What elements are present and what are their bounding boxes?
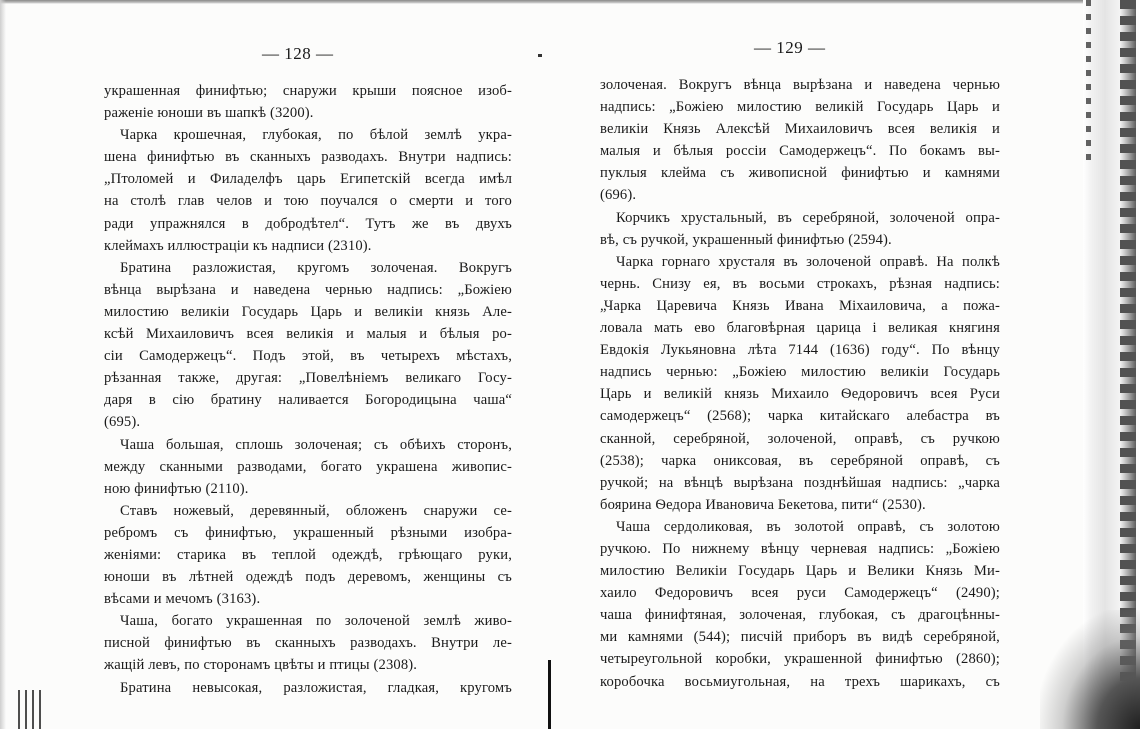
text-line: пуклыя клейма съ живописной финифтью и камнями [600, 165, 1000, 182]
text-line: ловала мать ево благовѣрная царица і великая княгиня [600, 320, 1000, 337]
text-line: рѣзанная также, другая: „Повелѣніемъ великаго Госу- [104, 370, 512, 387]
text-line: Братина разложистая, кругомъ золоченая. Вокругъ [120, 259, 512, 276]
text-line: ною финифтью (2110). [104, 480, 249, 497]
text-line: вѣ, съ ручкой, украшенный финифтью (2594). [600, 231, 892, 248]
text-line: сканной, серебряной, золоченой, оправѣ, съ ручкою [600, 430, 1000, 447]
text-line: вѣсами и мечомъ (3163). [104, 591, 261, 608]
text-line: Чарка горнаго хрусталя въ золоченой оправѣ. На полкѣ [616, 253, 1000, 270]
text-line: надпись чернью: „Божіею милостию великіи Государь [600, 364, 1000, 381]
text-line: чернь. Снизу ея, въ восьми строкахъ, рѣзная надпись: [600, 275, 1000, 292]
text-line: Чаша, богато украшенная по золоченой землѣ живо- [120, 613, 512, 630]
text-line: юноши въ лѣтней одеждѣ подъ деревомъ, женщины съ [104, 569, 512, 586]
text-line: милостию великіи Государь Царь и великіи князь Але- [104, 303, 512, 320]
text-line: четыреугольной коробки, украшенной финифтью (2860); [600, 651, 1000, 668]
right-page-number: — 129 — [754, 38, 826, 57]
text-line: женіями: старика въ теплой одеждѣ, грѣющаго руки, [104, 546, 512, 563]
text-line: (2538); чарка ониксовая, въ серебряной оправѣ, съ [600, 452, 1000, 469]
top-scan-edge [0, 0, 1140, 4]
text-line: раженіе юноши въ шапкѣ (3200). [104, 105, 314, 122]
text-line: коробочка восьмиугольная, на трехъ шарикахъ, съ [600, 673, 1000, 690]
text-line: ксѣй Михаиловичъ всея великія и малыя и бѣлыя ро- [104, 326, 512, 343]
gutter-mark [538, 54, 542, 57]
text-line: вѣнца вырѣзана и наведена чернью надпись: „Божіею [104, 281, 512, 298]
text-line: на столѣ глав челов и тою поучался о смерти и того [104, 193, 512, 210]
text-line: (695). [104, 414, 141, 431]
text-line: малыя и бѣлыя россіи Самодержецъ“. По бокамъ вы- [600, 143, 1000, 160]
text-line: сіи Самодержецъ“. Подъ этой, въ четырехъ мѣстахъ, [104, 348, 512, 365]
bottom-left-marks [18, 690, 46, 729]
text-line: чаша финифтяная, золоченая, глубокая, съ драгоцѣнны- [600, 607, 1000, 624]
text-line: Чаша сердоликовая, въ золотой оправѣ, съ золотою [616, 518, 1000, 535]
text-line: ручкою. По нижнему вѣнцу черневая надпись: „Божіею [600, 540, 1000, 557]
text-line: (696). [600, 187, 637, 204]
text-line: Братина невысокая, разложистая, гладкая, кругомъ [120, 679, 512, 696]
text-line: „Птоломей и Филаделфъ царь Египетскій всегда имѣл [104, 171, 512, 188]
text-line: клеймахъ иллюстраціи къ надписи (2310). [104, 237, 372, 254]
text-line: великіи Князь Алексѣй Михаиловичъ всея великія и [600, 121, 1000, 138]
text-line: шена финифтью въ сканныхъ разводахъ. Внутри надпись: [104, 149, 512, 166]
text-line: украшенная финифтью; снаружи крыши поясное изоб- [104, 83, 512, 99]
left-page-text [104, 80, 512, 699]
text-line: самодержецъ“ (2568); чарка китайскаго алебастра въ [600, 408, 1000, 425]
text-line: ми камнями (544); писчій приборъ въ видѣ серебряной, [600, 629, 1000, 646]
text-line: жащій левъ, по сторонамъ цвѣты и птицы (2308). [104, 657, 418, 674]
text-line: золоченая. Вокругъ вѣнца вырѣзана и наведена чернью [600, 77, 1000, 93]
text-line: Корчикъ хрустальный, въ серебряной, золоченой опра- [616, 209, 1000, 226]
text-line: ручкой; на вѣнцѣ вырѣзана позднѣйшая надпись: „чарка [600, 474, 1000, 491]
text-line: Евдокія Лукьяновна лѣта 7144 (1636) году“. По вѣнцу [600, 342, 1000, 359]
text-line: Чаша большая, сплошь золоченая; съ обѣихъ сторонъ, [120, 436, 512, 453]
bottom-right-shadow [1040, 610, 1140, 729]
left-page-number: — 128 — [262, 44, 334, 63]
text-line: ради упражнялся в добродѣтел“. Тутъ же въ двухъ [104, 215, 512, 232]
text-line: даря в сію братину наливается Богородицына чаша“ [104, 392, 512, 409]
text-line: надпись: „Божіею милостию великій Государь Царь и [600, 99, 1000, 116]
text-line: хаило Федоровичъ всея руси Самодержецъ“ (2490); [600, 585, 1000, 602]
left-scan-edge [0, 0, 6, 729]
text-line: писной финифтью въ сканныхъ разводахъ. Внутри ле- [104, 635, 512, 652]
text-line: Ставъ ножевый, деревянный, обложенъ снаружи се- [120, 502, 512, 519]
right-page-text [600, 74, 1000, 693]
right-edge-marks-top [1086, 0, 1091, 160]
text-line: ребромъ съ финифтью, украшенный рѣзными изобра- [104, 524, 512, 541]
text-line: боярина Ѳедора Ивановича Бекетова, пити“ (2530). [600, 496, 926, 513]
text-line: милостию Великіи Государь Царь и Велики Князь Ми- [600, 563, 1000, 580]
text-line: Чарка крошечная, глубокая, по бѣлой землѣ укра- [120, 127, 512, 144]
text-line: между сканными разводами, богато украшена живопис- [104, 458, 512, 475]
text-line: „Чарка Царевича Князь Ивана Міхаиловича, а пожа- [600, 297, 1000, 314]
book-gutter [548, 660, 551, 729]
text-line: Царь и великій князь Михаило Ѳедоровичъ всея Руси [600, 386, 1000, 403]
